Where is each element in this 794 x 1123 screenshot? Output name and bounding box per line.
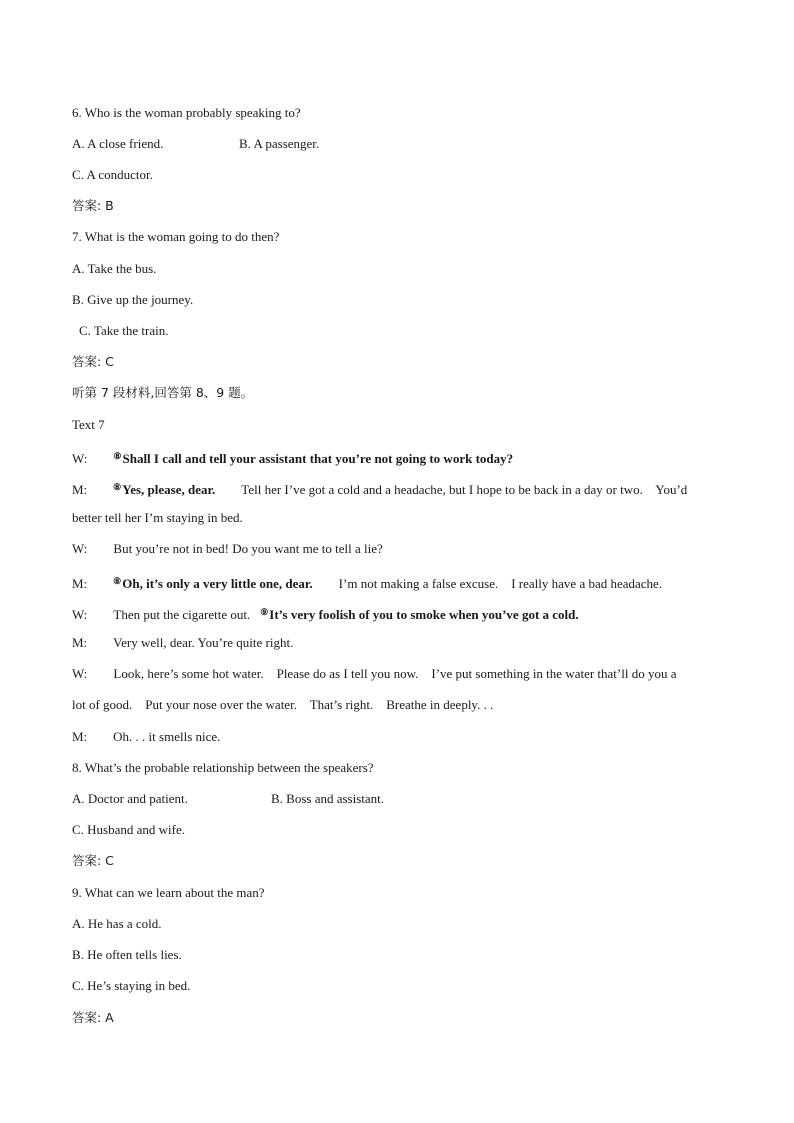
dialogue-line [72,666,677,682]
key-sentence: Yes, please, dear. [122,482,216,497]
dialogue-text: Oh. . . it smells nice. [113,729,221,744]
key-sentence: Shall I call and tell your assistant that you’re not going to work today? [122,451,514,466]
option-b: B. Give up the journey. [72,292,194,307]
question-9: 9. What can we learn about the man? [72,885,265,900]
circled-number-icon: ⑨ [260,607,269,617]
speaker-label: M: [72,576,88,591]
dialogue-line [72,635,293,651]
question-6: 6. Who is the woman probably speaking to? [72,105,301,120]
circled-number-icon: ⑧ [113,576,122,586]
option-c: C. He’s staying in bed. [72,978,191,993]
speaker-label: W: [72,451,88,466]
speaker-label: W: [72,607,88,622]
speaker-label: M: [72,729,88,744]
key-sentence: Oh, it’s only a very little one, dear. [122,576,313,591]
option-a: A. Take the bus. [72,261,157,276]
option-b: B. Boss and assistant. [271,791,385,806]
dialogue-line [72,573,662,592]
speaker-label: M: [72,482,88,497]
dialogue-text: Then put the cigarette out. [113,607,251,622]
dialogue-continuation: lot of good. Put your nose over the water. That’s right. Breathe in deeply. . . [72,697,494,712]
dialogue-text: Tell her I’ve got a cold and a headache, but I hope to be back in a day or two. You’d [241,482,688,497]
circled-number-icon: ⑧ [113,451,122,461]
question-7: 7. What is the woman going to do then? [72,229,280,244]
dialogue-text: Very well, dear. You’re quite right. [113,635,294,650]
option-a: A. He has a cold. [72,916,162,931]
section-instruction: 听第 7 段材料,回答第 8、9 题。 [72,385,254,400]
dialogue-text: I’m not making a false excuse. I really have a bad headache. [338,576,663,591]
key-sentence: It’s very foolish of you to smoke when you’ve got a cold. [269,607,579,622]
question-6-option-row [72,136,163,152]
option-c: C. A conductor. [72,167,153,182]
speaker-label: M: [72,635,88,650]
answer-8: 答案: C [72,853,114,868]
option-c: C. Take the train. [79,323,169,338]
dialogue-text: Look, here’s some hot water. Please do as I tell you now. I’ve put something in the water that’ll do you a [113,666,677,681]
dialogue-line [72,604,579,623]
option-c: C. Husband and wife. [72,822,186,837]
question-8: 8. What’s the probable relationship between the speakers? [72,760,374,775]
text-label: Text 7 [72,417,105,432]
circled-number-icon: ⑧ [113,482,122,492]
dialogue-line [72,479,687,498]
speaker-label: W: [72,666,88,681]
dialogue-text: But you’re not in bed! Do you want me to tell a lie? [113,541,383,556]
option-b: B. He often tells lies. [72,947,182,962]
dialogue-line [72,448,513,467]
option-a: A. A close friend. [72,136,164,151]
answer-7: 答案: C [72,354,114,369]
dialogue-line [72,729,220,745]
answer-9: 答案: A [72,1010,114,1025]
dialogue-continuation: better tell her I’m staying in bed. [72,510,243,525]
option-a: A. Doctor and patient. [72,791,188,806]
answer-6: 答案: B [72,198,114,213]
dialogue-line [72,541,383,557]
speaker-label: W: [72,541,88,556]
option-b: B. A passenger. [239,136,320,151]
